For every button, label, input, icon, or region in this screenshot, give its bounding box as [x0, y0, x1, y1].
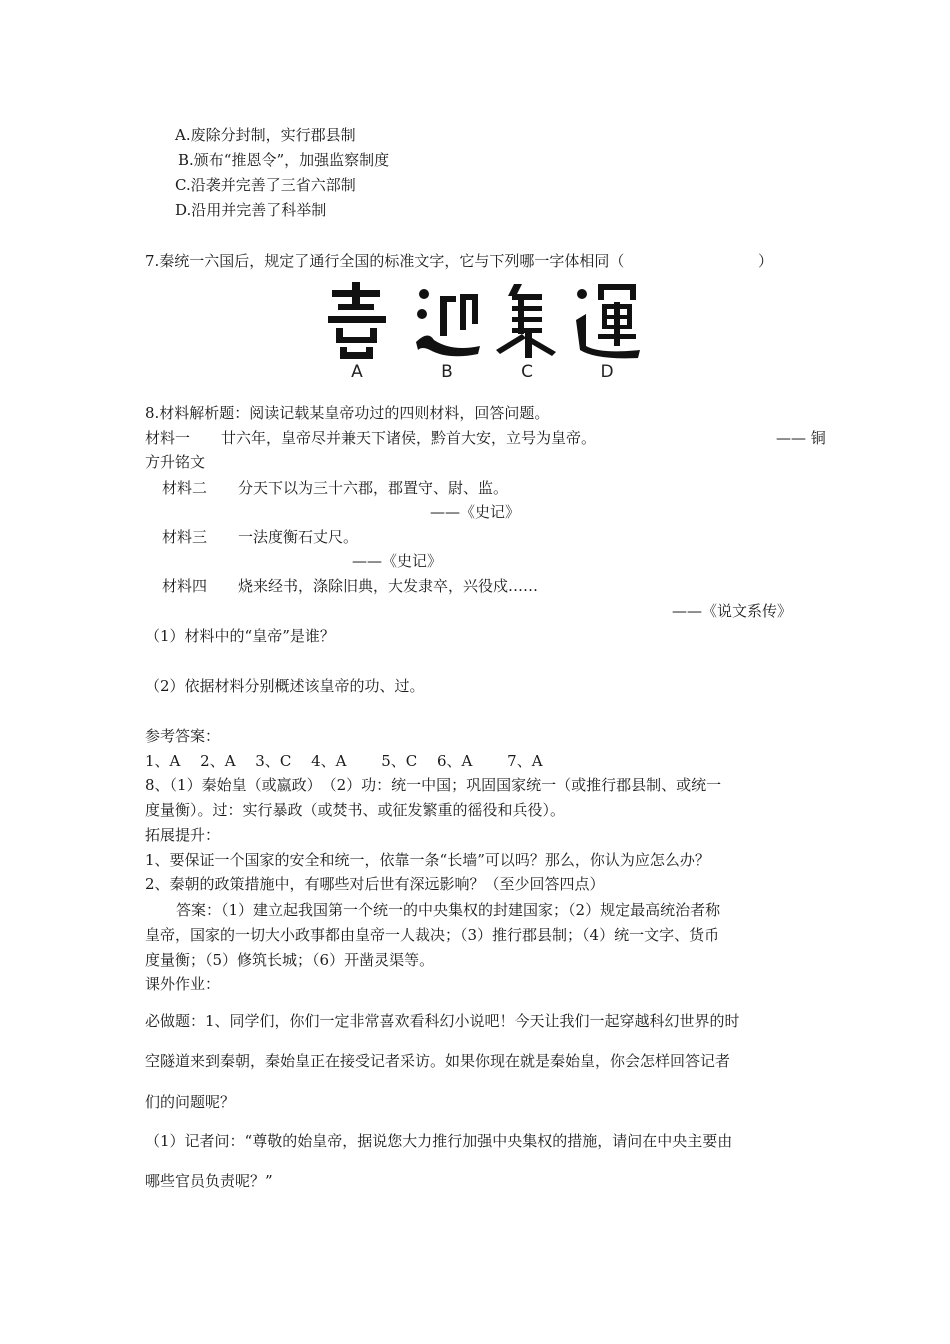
extension-answer-1: 答案：（1）建立起我国第一个统一的中央集权的封建国家；（2）规定最高统治者称 — [176, 901, 721, 919]
material-1-source-cont: 方升铭文 — [145, 453, 206, 471]
homework-paragraph-1: 必做题：1、同学们，你们一定非常喜欢看科幻小说吧！今天让我们一起穿越科幻世界的时 — [145, 1012, 740, 1030]
material-1-source: —— 铜 — [776, 429, 826, 447]
homework-paragraph-2: 空隧道来到秦朝，秦始皇正在接受记者采访。如果你现在就是秦始皇，你会怎样回答记者 — [145, 1052, 731, 1070]
q7-close-paren: ） — [758, 252, 774, 270]
q8-title: 8.材料解析题：阅读记载某皇帝功过的四则材料，回答问题。 — [145, 404, 550, 422]
material-1-label: 材料一 — [145, 429, 191, 447]
material-1-text: 廿六年，皇帝尽并兼天下诸侯，黔首大安，立号为皇帝。 — [221, 429, 597, 447]
glyph-b — [412, 280, 482, 384]
q6-option-b: B.颁布“推恩令”，加强监察制度 — [178, 151, 390, 169]
answers-line-1: 1、A 2、A 3、C 4、A 5、C 6、A 7、A — [145, 752, 543, 770]
extension-q1: 1、要保证一个国家的安全和统一，依靠一条“长墙”可以吗？那么，你认为应怎么办？ — [145, 851, 710, 869]
material-3-source: ——《史记》 — [352, 552, 443, 570]
glyph-label-a: A — [351, 362, 363, 382]
answers-heading: 参考答案： — [145, 727, 221, 745]
glyph-label-d: D — [600, 362, 614, 382]
calligraphy-figure — [322, 280, 642, 384]
extension-q2: 2、秦朝的政策措施中，有哪些对后世有深远影响？（至少回答四点） — [145, 875, 605, 893]
material-2-source: ——《史记》 — [430, 503, 521, 521]
glyph-c — [492, 280, 562, 384]
material-4-label: 材料四 — [162, 577, 208, 595]
glyph-d-image — [572, 280, 642, 360]
material-4-source: ——《说文系传》 — [672, 602, 793, 620]
extension-heading: 拓展提升： — [145, 826, 221, 844]
homework-paragraph-3: 们的问题呢？ — [145, 1093, 236, 1111]
glyph-a-image — [322, 280, 392, 360]
q8-subquestion-1: （1）材料中的“皇帝”是谁？ — [145, 627, 335, 645]
q6-option-c: C.沿袭并完善了三省六部制 — [175, 176, 356, 194]
extension-answer-2: 皇帝，国家的一切大小政事都由皇帝一人裁决；（3）推行郡县制；（4）统一文字、货币 — [145, 926, 720, 944]
glyph-label-b: B — [441, 362, 453, 382]
answers-line-2: 8、（1）秦始皇（或嬴政） （2）功：统一中国；巩固国家统一（或推行郡县制、或统一 — [145, 776, 722, 794]
glyph-label-c: C — [521, 362, 533, 382]
q8-subquestion-2: （2）依据材料分别概述该皇帝的功、过。 — [145, 677, 425, 695]
q6-option-d: D.沿用并完善了科举制 — [175, 201, 327, 219]
material-4-text: 烧来经书，涤除旧典，大发隶卒，兴役戍…… — [238, 577, 539, 595]
homework-question-1: （1）记者问：“尊敬的始皇帝，据说您大力推行加强中央集权的措施，请问在中央主要由 — [145, 1132, 733, 1150]
material-2-text: 分天下以为三十六郡，郡置守、尉、监。 — [238, 479, 509, 497]
glyph-c-image — [492, 280, 562, 360]
answers-line-3: 度量衡）。过：实行暴政（或焚书、或征发繁重的徭役和兵役）。 — [145, 801, 566, 819]
glyph-d — [572, 280, 642, 384]
extension-answer-3: 度量衡；（5）修筑长城；（6）开凿灵渠等。 — [145, 951, 435, 969]
q6-option-a: A.废除分封制，实行郡县制 — [175, 126, 356, 144]
homework-question-1-cont: 哪些官员负责呢？” — [145, 1172, 273, 1190]
q7-text: 7.秦统一六国后，规定了通行全国的标准文字，它与下列哪一字体相同（ — [145, 252, 625, 270]
material-3-text: 一法度衡石丈尺。 — [238, 528, 359, 546]
material-2-label: 材料二 — [162, 479, 208, 497]
homework-heading: 课外作业： — [145, 975, 221, 993]
material-3-label: 材料三 — [162, 528, 208, 546]
glyph-b-image — [412, 280, 482, 360]
glyph-a — [322, 280, 392, 384]
